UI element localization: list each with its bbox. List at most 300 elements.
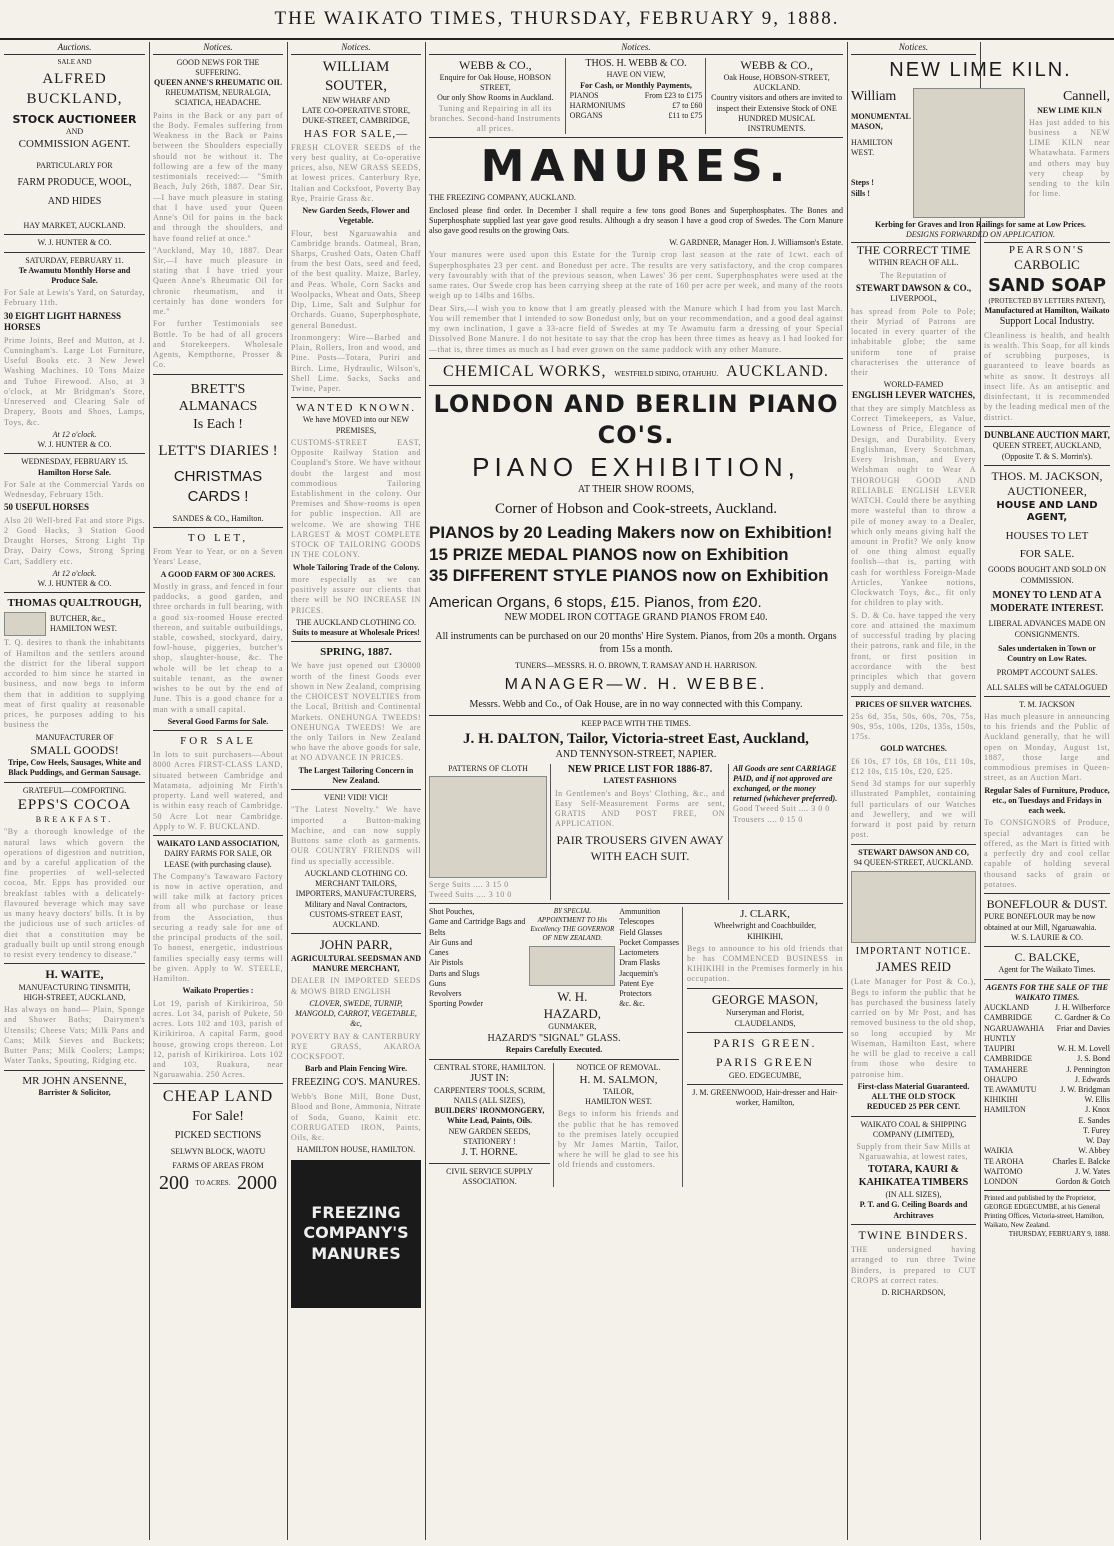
hamilton-house: HAMILTON HOUSE, HAMILTON. <box>296 1145 416 1155</box>
edgecumbe-name: GEO. EDGECUMBE, <box>728 1070 802 1080</box>
gun-item: Field Glasses <box>619 927 663 937</box>
webb-subhead: HAVE ON VIEW, <box>606 70 666 80</box>
horse-illustration-icon <box>851 871 976 943</box>
market-text: HAY MARKET, AUCKLAND. <box>23 221 126 231</box>
tolet-heading: TO LET, <box>187 532 249 545</box>
agent-name: Charles E. Balcke <box>1052 1156 1110 1166</box>
sale-line: SALE AND <box>57 57 92 66</box>
webb-ad-3 <box>710 58 843 135</box>
cocoa-breakfast: BREAKFAST. <box>35 815 114 825</box>
agent-row <box>984 1013 1110 1023</box>
parr-products: CLOVER, SWEDE, TURNIP, MANGOLD, CARROT, VEGETABLE, &c, <box>295 998 417 1029</box>
testimonial-letter: Enclosed please find order. In December I shall require a few tons good Bones and Superphosphates. The Bones and Superphosphate supplied last year gave good results. Although a dry season I have a good crop of Swedes. The Corn Manure also gave good results on the growing Oats. <box>429 205 843 235</box>
small-goods: SMALL GOODS! <box>30 742 119 757</box>
manures-headline: MANURES. <box>480 141 792 193</box>
agent-name: W. H. M. Lovell <box>1057 1044 1110 1054</box>
auctioneer-name: ALFRED BUCKLAND, <box>26 71 123 107</box>
dalton-heading: J. H. DALTON, Tailor, Victoria-street East, Auckland, <box>463 730 809 747</box>
correct-time: THE CORRECT TIME <box>856 243 971 257</box>
sale-title: Hamilton Horse Sale. <box>37 467 112 477</box>
webb-name: THOS. H. WEBB & CO. <box>585 57 687 69</box>
agent-town: TE AROHA <box>984 1156 1024 1166</box>
gun-item: Canes <box>429 948 449 958</box>
gun-item: Ammunition <box>619 907 661 917</box>
jackson-name-2: T. M. JACKSON <box>1019 699 1075 709</box>
show-rooms: AT THEIR SHOW ROOMS, <box>577 483 695 495</box>
sale-title: Te Awamutu Monthly Horse and Produce Sale. <box>18 265 131 285</box>
column-rule <box>847 42 848 1540</box>
signal-glass: HAZARD'S "SIGNAL" GLASS. <box>487 1032 621 1044</box>
jackson-name: THOS. M. JACKSON, <box>991 468 1103 483</box>
webb-text: Country visitors and others are invited to inspect their Extensive Stock of ONE HUNDRED MUSICAL INSTRUMENTS. <box>711 93 843 134</box>
column-notices-3: Notices. WILLIAM SOUTER, NEW WHARF AND LATE CO-OPERATIVE STORE, DUKE-STREET, CAMBRIDGE, HAS FOR SALE,— FRESH CLOVER SEEDS of the very best quality, at Co-operative prices, also, NEW GRASS SEEDS, at lowest prices. Canterbury Rye, Italian and Cocksfoot, Poverty Bay Rye, Prairie Grass &c. New Garden Seeds, Flower and Vegetable. Flour, best Ngaruawahia and Cambridge brands. Oatmeal, Bran, Sharps, Crushed Oats, Oaten Chaff from the best Oats, seed and feed, of the best quality. Maize, Barley, and Peas. Whole, Corn Sacks and Woolpacks, Wheat and Oats, Sheep Dip, Lime, Salt and Sulphur for Orchards. Guano, Superphosphate, general Bonedust. Ironmongery: Wire—Barbed and Plain, Rollers, Iron and wood, and Pine. Posts—Totara, Puriri and Birch. Lime, Hydraulic, Wilson's, Shell Lime. Sacks, Sacks and Twine, Paper. WANTED KNOWN. We have MOVED into our NEW PREMISES, CUSTOMS-STREET EAST, Opposite Railway Station and Coupland's Store. We have without doubt the largest and most commodious Tailoring Establishment in the colony. Our Premises and Show-rooms is open for public inspection. All are welcome. We are showing THE LARGEST & MOST COMPLETE STOCK OF TAILORING GOODS IN THE COLONY. Whole Tailoring Trade of the Colony. more especially as we can positively assure our clients that there will be NO INCREASE IN PRICES. THE AUCKLAND CLOTHING CO. Suits to measure at Wholesale Prices! SPRING, 1887. We have just opened out £30000 worth of the finest Goods ever shown in New Zealand, comprising the CHOICEST NOVELTIES from the Local, British and Continental Markets. ONEHUNGA TWEEDS! ONEHUNGA TWEEDS! We are the only Tailors in New Zealand who have the above goods for sale, at NO ADVANCE IN PRICES. The Largest Tailoring Concern in New Zealand. VENI! VIDI! VICI! "The Latest Novelty." We have imported a Button-making Machine, and can now supply Buttons same cloth as garments. OUR COUNTRY FRIENDS will find us specially accessible. AUCKLAND CLOTHING CO. MERCHANT TAILORS, IMPORTERS, MANUFACTURERS, Military and Naval Contractors, CUSTOMS-STREET EAST, AUCKLAND. JOHN PARR, AGRICULTURAL SEEDSMAN AND MANURE MERCHANT, DEALER IN IMPORTED SEEDS & MOWS BIRD ENGLISH CLOVER, SWEDE, TURNIP, MANGOLD, CARROT, VEGETABLE, &c, POVERTY BAY & CANTERBURY RYE GRASS, AKAROA COCKSFOOT. Barb and Plain Fencing Wire. FREEZING CO'S. MANURES. Webb's Bone Mill, Bone Dust, Blood and Bone, Ammonia, Nitrate of Soda, Guano, Kainit etc. CORRUGATED IRON, Paints, Oils, &c. HAMILTON HOUSE, HAMILTON. FREEZING COMPANY'S MANURES <box>291 42 421 1540</box>
sale-date: WEDNESDAY, FEBRUARY 15. <box>21 457 128 467</box>
dunblane-opposite: (Opposite T. & S. Morrin's). <box>1001 451 1093 461</box>
boneflour-heading: BONEFLOUR & DUST. <box>986 896 1108 911</box>
agent-row <box>984 1157 1110 1167</box>
selwyn-block: SELWYN BLOCK, WAOTU <box>170 1146 266 1156</box>
price-value: From £23 to £175 <box>644 90 703 100</box>
agent-name: J. Pennington <box>1066 1064 1110 1074</box>
gun-item: Pocket Compasses <box>619 937 679 947</box>
freezing-company-label: THE FREEZING COMPANY, AUCKLAND. <box>429 193 576 203</box>
carriage-note: All Goods are sent CARRIAGE PAID, and if not approved are exchanged, or the money returned (whichever preferred). <box>733 763 838 804</box>
gun-item: Guns <box>429 978 446 988</box>
show-rooms-corner: Corner of Hobson and Cook-streets, Auckland. <box>494 500 778 517</box>
wanted-known: WANTED KNOWN. <box>295 402 417 415</box>
mason-location: CLAUDELANDS, <box>734 1018 796 1028</box>
sale-items: 50 USEFUL HORSES <box>4 502 90 513</box>
agent-name: W. Ellis <box>1084 1095 1110 1105</box>
agent-row <box>984 1003 1110 1013</box>
agent-name: J. Knox <box>1085 1105 1110 1115</box>
chemical-works: CHEMICAL WORKS, <box>443 362 607 380</box>
agent-list <box>984 1003 1110 1187</box>
rheumatic-oil: QUEEN ANNE'S RHEUMATIC OIL <box>153 77 283 87</box>
stewart-dawson-2: STEWART DAWSON AND CO, <box>858 847 969 857</box>
butcher-trade: BUTCHER, &c., <box>50 614 106 624</box>
agents-heading: AGENTS FOR THE SALE OF THE WAIKATO TIMES. <box>986 982 1108 1002</box>
gun-item: Shot Pouches, <box>429 907 475 917</box>
gold-watches: GOLD WATCHES. <box>880 744 947 754</box>
watch-ad-column: THE CORRECT TIME WITHIN REACH OF ALL. The Reputation of STEWART DAWSON & CO., LIVERPOOL, has spread from Pole to Pole; their Myriad of Patrons are located in every quarter of the inhabitable globe; the same uniform tone of praise characterises the utterance of their WORLD-FAMED ENGLISH LEVER WATCHES, that they are simply Matchless as Correct Timekeepers, as Value, Lowness of Price, Elegance of Design, and Durability. Every Englishman, Every Scotchman, Every Irishman, and Every Welshman ought to Wear A THOROUGH GOOD AND RELIABLE ENGLISH LEVER WATCH. Could there be anything more wasteful than to throw a pile of money away to a Dealer, which only means giving half the amount in Profit? We only know of one thing almost equally foolish—that is, parting with cash for worthless Foreign-Made Articles, Yankee notions, Clockwatch Toys, &c., fit only for children to play with. S. D. & Co. have tapped the very core and attained the maximum of successful trading by placing their patrons, rank and file, in the front, or first position in accordance with the best principles which that govern supply and demand. PRICES OF SILVER WATCHES. 25s 6d, 35s, 50s, 60s, 70s, 75s, 90s, 95s, 100s, 120s, 135s, 150s, 175s. GOLD WATCHES. £6 10s, £7 10s, £8 10s, £11 10s, £12 10s, £15 10s, £20, £25. Send 3d stamps for our superbly illustrated Pamphlet, containing full particulars of our Watches and Jewellery, and we will forward it post paid by return post. STEWART DAWSON AND CO, 94 QUEEN-STREET, AUCKLAND. IMPORTANT NOTICE. JAMES REID (Late Manager for Post & Co.), Begs to inform the public that he has purchased the business lately carried on by Mr Post, and has removed business to the old shop, so long occupied by Mr Wiseman, Hamilton East, where he will be glad to receive a call from those who desire to patronise him. First-class Material Guaranteed. ALL THE OLD STOCK REDUCED 25 PER CENT. WAIKATO COAL & SHIPPING COMPANY (LIMITED), Supply from their Saw Mills at Ngaruawahia, at lowest rates, TOTARA, KAURI & KAHIKATEA TIMBERS (IN ALL SIZES), P. T. and G. Ceiling Boards and Architraves TWINE BINDERS. THE undersigned having arranged to run three Twine Binders, is prepared to CUT CROPS at correct rates. D. RICHARDSON, <box>851 242 976 1541</box>
goods-commission: GOODS BOUGHT AND SOLD ON COMMISSION. <box>987 565 1107 585</box>
laurie-name: W. S. LAURIE & CO. <box>1011 932 1083 942</box>
gun-item: Patent Eye <box>619 978 654 988</box>
boneflour-text: PURE BONEFLOUR may be now obtained at our Mill, Ngaruawahia. <box>984 912 1097 932</box>
gun-item: Sporting Powder <box>429 999 483 1009</box>
patterns-heading: PATTERNS OF CLOTH <box>448 763 528 773</box>
souter-name: WILLIAM SOUTER, <box>322 58 390 94</box>
tailoring-trade: Whole Tailoring Trade of the Colony. <box>292 562 420 572</box>
agent-row <box>984 1044 1110 1054</box>
parr-trade: AGRICULTURAL SEEDSMAN AND MANURE MERCHANT, <box>291 953 421 974</box>
cocoa-name: EPPS'S COCOA <box>17 796 132 813</box>
webb-address: Enquire for Oak House, HOBSON STREET, <box>439 72 551 93</box>
manufacturer-text: MANUFACTURER OF <box>35 732 114 742</box>
clark-location: KIHIKIHI, <box>747 931 783 941</box>
letts-diaries: LETT'S DIARIES ! <box>158 443 278 460</box>
liverpool: LIVERPOOL, <box>890 294 937 304</box>
agent-name: Friar and Davies <box>1056 1023 1110 1033</box>
agent-name: C. Gardner & Co <box>1054 1013 1110 1023</box>
column-notices-6: PEARSON'S CARBOLIC SAND SOAP (PROTECTED BY LETTERS PATENT), Manufactured at Hamilton, Waikato Support Local Industry. Cleanliness is health, and health is wealth. This Soap, for all kinds of scrubbing purposes, is guaranteed to leave boards as white as snow. It destroys all insect life. As an antiseptic and disinfectant, it is recommended by the leading medical men of the district. DUNBLANE AUCTION MART, QUEEN STREET, AUCKLAND, (Opposite T. & S. Morrin's). THOS. M. JACKSON, AUCTIONEER, HOUSE AND LAND AGENT, HOUSES TO LET FOR SALE. GOODS BOUGHT AND SOLD ON COMMISSION. MONEY TO LEND AT A MODERATE INTEREST. LIBERAL ADVANCES MADE ON CONSIGNMENTS. Sales undertaken in Town or Country on Low Rates. PROMPT ACCOUNT SALES. ALL SALES will be CATALOGUED T. M. JACKSON Has much pleasure in announcing to his friends and the Public of Auckland generally, that he will open on Monday, August 1st, 1887, those large and commodious premises in Queen-street, as an Auction Mart. Regular Sales of Furniture, Produce, etc., on Tuesdays and Fridays in each week. To CONSIGNORS of Produce, special advantages can be offered, as the Mart is fitted with a perfectly dry and cool cellar capable of holding several thousand sacks of grain or potatoes. BONEFLOUR & DUST. PURE BONEFLOUR may be now obtained at our Mill, Ngaruawahia. W. S. LAURIE & CO. C. BALCKE, Agent for The Waikato Times. AGENTS FOR THE SALE OF THE WAIKATO TIMES. AUCKLAND J. H. Wilberforce CAMBRIDGE C. Gardner & Co NGARUAWAHIA Friar and Davies HUNTLY TAUPIRI W. H. M. Lovell CAMBRIDGE J. S. Bond TAMAHERE J. Pennington OHAUPO J. Edwards TE AWAMUTU J. W. Bridgman KIHIKIHI W. Ellis HAMILTON J. Knox E. Sandes T. Furey W. Day WAIKIA W. Abbey TE AROHA Charles E. Balcke WAITOMO J. W. Yates LONDON Gordon & Gotch Printed and published by the Proprietor, GEORGE EDGECUMBE, at his General Printing Offices, Victoria-street, Hamilton, Waikato, New Zealand. THURSDAY, FEBRUARY 9, 1888. <box>984 242 1110 1541</box>
chemical-city: AUCKLAND. <box>726 362 829 380</box>
white-lead: White Lead, Paints, Oils. <box>446 1116 533 1126</box>
agent-row <box>984 1024 1110 1034</box>
agent-row <box>984 1136 1110 1146</box>
waikato-coal: WAIKATO COAL & SHIPPING COMPANY (LIMITED), <box>860 1119 967 1139</box>
price-list-heading: NEW PRICE LIST FOR 1886-87. <box>567 763 713 775</box>
webb-ad-2 <box>570 58 707 135</box>
garden-seeds: New Garden Seeds, Flower and Vegetable. <box>302 206 410 226</box>
cocoa-tagline: GRATEFUL—COMFORTING. <box>22 785 127 795</box>
agent-row <box>984 1065 1110 1075</box>
agent-name: W. Day <box>1085 1136 1110 1146</box>
agent-town: KIHIKIHI <box>984 1095 1018 1105</box>
all-sizes: (IN ALL SIZES), <box>885 1190 942 1200</box>
steps-text: Steps ! <box>851 178 874 188</box>
souter-sale: HAS FOR SALE,— <box>303 127 409 140</box>
pearson-name: PEARSON'S <box>1008 244 1086 256</box>
chemical-location: WESTFIELD SIDING, OTAHUHU. <box>614 369 719 378</box>
gun-item: Dram Flasks <box>619 958 660 968</box>
william-name: William <box>851 88 897 104</box>
hazard-name: W. H. HAZARD, <box>543 989 602 1021</box>
balcke-agent: Agent for The Waikato Times. <box>998 965 1096 975</box>
almanacs-price: Is Each ! <box>193 417 243 433</box>
column-auctions: Auctions. SALE AND ALFRED BUCKLAND, STOCK AUCTIONEER AND COMMISSION AGENT. PARTICULARLY FOR FARM PRODUCE, WOOL, AND HIDES HAY MARKET, AUCKLAND. W. J. HUNTER & CO. SATURDAY, FEBRUARY 11. Te Awamutu Monthly Horse and Produce Sale. For Sale at Lewis's Yard, on Saturday, February 11th. 30 EIGHT LIGHT HARNESS HORSES Prime Joints, Beef and Mutton, at J. Cunningham's. Large Lot Furniture, Useful Books etc. 3 New Jewel Washing Machines. 10 Tons Maize and Tuhoe Firewood. Also, at 3 o'clock, at Mr Bridgman's Store, Unreserved and Clearing Sale of Drapery, Boots and Shoes, Lamps, Toys, &c. At 12 o'clock. W. J. HUNTER & CO. WEDNESDAY, FEBRUARY 15. Hamilton Horse Sale. For Sale at the Commercial Yards on Wednesday, February 15th. 50 USEFUL HORSES Also 20 Well-bred Fat and store Pigs. 2 Good Hacks, 3 Station Good Draught Horses, Strong Light Tip Dray, Dairy Cows, Strong Spring Cart, Saddlery etc. At 12 o'clock. W. J. HUNTER & CO. THOMAS QUALTROUGH, BUTCHER, &c., HAMILTON WEST. T. Q. desires to thank the inhabitants of Hamilton and the settlers around the district for the liberal support accorded to him since he started in business, and now begs to inform them that in addition to supplying meat of first quality at reasonable prices, he purposes adding to his business the MANUFACTURER OF SMALL GOODS! Tripe, Cow Heels, Sausages, White and Black Puddings, and German Sausage. GRATEFUL—COMFORTING. EPPS'S COCOA BREAKFAST. "By a thorough knowledge of the natural laws which govern the operations of digestion and nutrition, and by a careful application of the fine properties of well-selected cocoa, Mr. Epps has provided our breakfast tables with a delicately-flavoured beverage which may save us many heavy doctors' bills. It is by the judicious use of such articles of diet that a constitution may be gradually built up until strong enough to resist every tendency to disease." H. WAITE, MANUFACTURING TINSMITH, HIGH-STREET, AUCKLAND, Has always on hand— Plain, Sponge and Shower Baths; Dairymen's Utensils; Cheese Vats; Milk Pans and Cans; Milk Sieves and Buckets; Butter Pans; Milk Coolers; Lamps; Water Tanks, Spouting, Ridging etc. MR JOHN ANSENNE, Barrister & Solicitor, <box>4 42 145 1097</box>
manufactured-text: Manufactured at Hamilton, Waikato <box>984 305 1110 315</box>
carpenters-tools: CARPENTERS' TOOLS, SCRIM, NAILS (ALL SIZES), <box>434 1085 545 1105</box>
agent-row <box>984 1075 1110 1085</box>
agent-name: J. W. Yates <box>1075 1166 1110 1176</box>
freezing-manures: FREEZING CO'S. MANURES. <box>291 1077 421 1089</box>
gun-item: Revolvers <box>429 989 462 999</box>
pianos-line-1: PIANOS by 20 Leading Makers now on Exhibition! <box>429 522 833 542</box>
lime-kiln-heading: NEW LIME KILN. <box>889 59 1072 81</box>
lime-kiln-label: NEW LIME KILN <box>1037 105 1102 115</box>
testimonial-signature: W. GARDNER, Manager Hon. J. Williamson's Estate. <box>669 238 843 248</box>
agent-name: W. Abbey <box>1078 1146 1110 1156</box>
agent-town: TAMAHERE <box>984 1064 1028 1074</box>
veni-vidi: VENI! VIDI! VICI! <box>323 793 389 803</box>
agent-row <box>984 1116 1110 1126</box>
agent-town: WAIKIA <box>984 1146 1014 1156</box>
picked-sections: PICKED SECTIONS <box>174 1129 262 1141</box>
area-to: TO ACRES. <box>195 1179 231 1188</box>
new-premises: We have MOVED into our NEW PREMISES, <box>302 415 410 435</box>
dairy-farms: DAIRY FARMS FOR SALE, OR LEASE (with purchasing clause). <box>164 849 272 869</box>
webb-name: WEBB & CO., <box>740 57 814 72</box>
parr-name: JOHN PARR, <box>319 937 393 953</box>
carbolic-text: CARBOLIC <box>1014 257 1080 273</box>
prompt-sales: PROMPT ACCOUNT SALES. <box>996 668 1098 678</box>
for-sale-text: FOR SALE. <box>1019 548 1075 561</box>
keep-pace: KEEP PACE WITH THE TIMES. <box>581 719 691 729</box>
mason-trade: Nurseryman and Florist, <box>726 1008 804 1018</box>
gun-item: Air Pistols <box>429 958 464 968</box>
cow-illustration-icon <box>4 612 46 636</box>
dunblane-street: QUEEN STREET, AUCKLAND, <box>992 441 1102 451</box>
first-class: First-class Material Guaranteed. <box>857 1081 970 1091</box>
farms-area: FARMS OF AREAS FROM <box>172 1160 264 1170</box>
price-item: PIANOS <box>569 90 599 100</box>
agent-name: J. S. Bond <box>1077 1054 1110 1064</box>
agent-town: AUCKLAND <box>984 1003 1029 1013</box>
price-item: ORGANS <box>569 111 603 121</box>
clark-trade: Wheelwright and Coachbuilder, <box>713 921 817 931</box>
agent-town: HUNTLY <box>984 1033 1017 1043</box>
freezing-company-banner: FREEZING COMPANY'S MANURES <box>291 1160 421 1308</box>
balcke-name: C. BALCKE, <box>1014 950 1080 965</box>
clark-name: J. CLARK, <box>740 908 790 921</box>
salmon-trade: TAILOR, <box>603 1086 634 1096</box>
sand-soap: SAND SOAP <box>987 274 1107 296</box>
old-stock: ALL THE OLD STOCK REDUCED 25 PER CENT. <box>866 1092 961 1112</box>
sales-undertaken: Sales undertaken in Town or Country on Low Rates. <box>998 643 1096 664</box>
solicitor-title: Barrister & Solicitor, <box>38 1087 111 1097</box>
agent-town: LONDON <box>984 1177 1018 1187</box>
area-upto: 2000 <box>236 1172 277 1195</box>
removal-notice: NOTICE OF REMOVAL. <box>576 1062 661 1072</box>
agent-town: TE AWAMUTU <box>984 1084 1037 1094</box>
sale-items: 30 EIGHT LIGHT HARNESS HORSES <box>4 310 121 333</box>
agent-row <box>984 1177 1110 1187</box>
just-in: JUST IN: <box>470 1072 509 1084</box>
price-item: HARMONIUMS <box>569 101 626 111</box>
silver-watches: PRICES OF SILVER WATCHES. <box>855 699 972 709</box>
gun-item: Telescopes <box>619 917 655 927</box>
price-value: £7 to £60 <box>672 101 703 111</box>
agent-town: WAITOMO <box>984 1166 1023 1176</box>
agent-town: CAMBRIDGE <box>984 1013 1033 1023</box>
agent-row <box>984 1054 1110 1064</box>
column-rule <box>425 42 426 1540</box>
tuners-line: TUNERS—MESSRS. H. O. BROWN, T. RAMSAY AND H. HARRISON. <box>514 660 758 670</box>
agent-name: J. W. Bridgman <box>1060 1084 1110 1094</box>
dalton-napier: AND TENNYSON-STREET, NAPIER. <box>555 748 717 760</box>
agent-name: J. Edwards <box>1074 1074 1110 1084</box>
particularly-text: PARTICULARLY FOR <box>36 161 113 171</box>
cannell-name: Cannell, <box>1062 88 1110 104</box>
price-value: £11 to £75 <box>668 111 703 121</box>
area-from: 200 <box>159 1172 189 1195</box>
queen-street: 94 QUEEN-STREET, AUCKLAND. <box>854 857 973 867</box>
civil-service: CIVIL SERVICE SUPPLY ASSOCIATION. <box>446 1166 533 1186</box>
london-berlin-heading: LONDON AND BERLIN PIANO CO'S. <box>433 390 839 449</box>
paris-green-heading: PARIS GREEN. <box>713 1035 817 1050</box>
agent-row <box>984 1146 1110 1156</box>
tinsmith-address: HIGH-STREET, AUCKLAND, <box>23 992 126 1002</box>
section-header: Notices. <box>153 42 283 55</box>
gentleman-figure-icon <box>429 776 547 878</box>
houses-to-let: HOUSES TO LET <box>1005 530 1089 543</box>
tinsmith-name: H. WAITE, <box>45 967 104 982</box>
hire-system: All instruments can be purchased on our 20 months' Hire System. Pianos, from 20s a month. Organs from 15s a month. <box>435 631 837 655</box>
firm-name: W. J. HUNTER & CO. <box>37 440 112 450</box>
merchant-tailors: MERCHANT TAILORS, IMPORTERS, MANUFACTURERS, <box>295 879 417 899</box>
sills-text: Sills ! <box>851 188 870 198</box>
gun-item: Belts <box>429 927 446 937</box>
iron-pianos: NEW MODEL IRON COTTAGE GRAND PIANOS FROM £40. <box>504 612 768 624</box>
important-notice: IMPORTANT NOTICE. <box>855 946 972 958</box>
horne-name: J. T. HORNE. <box>461 1146 518 1158</box>
hides-text: AND HIDES <box>47 196 102 208</box>
agent-town: NGARUAWAHIA <box>984 1023 1045 1033</box>
land-association: WAIKATO LAND ASSOCIATION, <box>156 839 280 849</box>
mason-name: GEORGE MASON, <box>711 991 819 1007</box>
imprint: Printed and published by the Proprietor, GEORGE EDGECUMBE, at his General Printing Offices, Victoria-street, Hamilton, Waikato, New Zealand. <box>984 1194 1104 1230</box>
farm-heading: A GOOD FARM OF 300 ACRES. <box>160 569 276 579</box>
latest-fashions: LATEST FASHIONS <box>603 776 677 786</box>
support-text: Support Local Industry. <box>999 315 1095 327</box>
agent-town: CAMBRIDGE <box>984 1054 1033 1064</box>
kerbing-text: Kerbing for Graves and Iron Railings for same at Low Prices. <box>875 219 1086 229</box>
column-notices-2: Notices. GOOD NEWS FOR THE SUFFERING. QUEEN ANNE'S RHEUMATIC OIL RHEUMATISM, NEURALGIA, SCIATICA, HEADACHE. Pains in the Back or any part of the Body. Females suffering from Weakness in the Back or Pains between the Shoulders especially should not be without it. The following are a few of the many testimonials received:— "Smith Beach, July 26th, 1887. Dear Sir,—I have much pleasure in stating that I have used your Queen Anne's Oil for pains in the back and through the shoulders, and have found relief at once." "Auckland, May 10, 1887. Dear Sir,—I have much pleasure in stating that I have tried your Queen Anne's Rheumatic Oil for chronic rheumatism, and it certainly has done wonders for me." For further Testimonials see Bottle. To be had of all grocers and Storekeepers. Wholesale Agents, Kempthorne, Prosser & Co. BRETT'S ALMANACS Is Each ! LETT'S DIARIES ! CHRISTMAS CARDS ! SANDES & CO., Hamilton. TO LET, From Year to Year, or on a Seven Years' Lease, A GOOD FARM OF 300 ACRES. Mostly in grass, and fenced in four paddocks, a good garden, and three orchards in full bearing, with a good six-roomed House erected thereon, and suitable outbuildings, stable, cowshed, stockyard, dairy, fowl-house, piggeries, butcher's shop, slaughter-house, &c. The whole will be let cheap to a suitable tenant, as the owner wishes to be out by the end of June. This is a good chance for a man with a small capital. Several Good Farms for Sale. FOR SALE In lots to suit purchasers—About 8000 Acres FIRST-CLASS LAND, situated between Cambridge and Matamata, adjoining Mr Firth's property. Land well watered, and is within easy reach of Cambridge. 50 Acre Lot near Cambridge. Apply to W. F. BUCKLAND. WAIKATO LAND ASSOCIATION, DAIRY FARMS FOR SALE, OR LEASE (with purchasing clause). The Company's Tawawaro Factory is now in active operation, and will take milk at factory prices from all who purchase or lease from the Association, thus securing a ready sale for one of the principal products of the soil. To honest, energetic, industrious families specially easy terms will be given. Apply to W. STEELE, Hamilton. Waikato Properties : Lot 19, parish of Kirikiriroa, 50 acres. Lot 34, parish of Pukete, 50 acres. Lots 102 and 103, parish of Kirikiriroa. A capital Farm, good house, growing crops thereon. Lot 12, parish of Kirikiriroa. Lots 102 and 103, Ruakura, near Ngaruawahia. 250 Acres. CHEAP LAND For Sale! PICKED SECTIONS SELWYN BLOCK, WAOTU FARMS OF AREAS FROM 200 TO ACRES. 2000 <box>153 42 283 1540</box>
catalogued: ALL SALES will be CATALOGUED <box>986 682 1108 692</box>
hamilton-location: HAMILTON WEST. <box>851 137 893 158</box>
butcher-name: THOMAS QUALTROUGH, <box>7 597 142 610</box>
garden-seeds: NEW GARDEN SEEDS, <box>448 1126 531 1136</box>
largest-concern: The Largest Tailoring Concern in New Zealand. <box>298 765 414 785</box>
paris-green: PARIS GREEN <box>716 1055 814 1070</box>
column-notices-4: Notices. WEBB & CO., Enquire for Oak House, HOBSON STREET, Our only Show Rooms in Auckland. Tuning and Repairing in all its branches. Second-hand Instruments all prices. THOS. H. WEBB & CO. HAVE ON VIEW, For Cash, or Monthly Payments, PIANOS From £23 to £175 HARMONIUMS £7 to £60 ORGANS £11 to £75 WEBB & CO., Oak House, HOBSON-STREET, AUCKLAND. Country visitors and others are invited to inspect their Extensive Stock of ONE HUNDRED MUSICAL INSTRUMENTS. MANURES. THE FREEZING COMPANY, AUCKLAND. Enclosed please find order. In December I shall require a few tons good Bones and Superphosphates. The Bones and Superphosphate supplied last year gave good results. Although a dry season I have a good crop of Swedes. The Corn Manure also gave good results on the growing Oats. W. GARDNER, Manager Hon. J. Williamson's Estate. Your manures were used upon this Estate for the Turnip crop last season at the rate of 1cwt. each of Superphosphates 23 per cent. and Bonedust per acre. The results are very satisfactory, and the crop compares very favourably with that of the previous season, when Lawes' 36 per cent. Superphosphates were used at the same rates. Our Swede crop has been carrying sheep at the rate of 160 per acre per week, and many of the roots weigh up to 14lbs and 16lbs. Dear Sirs,—I wish you to know that I am greatly pleased with the Manure which I had from you last March. You will remember that I intended to sow Bonedust only, but on your recommendation, and a good deal against my own inclination, I gave a 33-acre field of Swedes at my Te Awamutu farm a dressing of your Special Dissolved Bone Manure. I do not hesitate to say that the crop has been three times as heavy as I had looked for—that is, three times as much as I had ever grown on the same paddock with any other Manure. CHEMICAL WORKS, WESTFIELD SIDING, OTAHUHU. AUCKLAND. LONDON AND BERLIN PIANO CO'S. PIANO EXHIBITION, AT THEIR SHOW ROOMS, Corner of Hobson and Cook-streets, Auckland. PIANOS by 20 Leading Makers now on Exhibition! 15 PRIZE MEDAL PIANOS now on Exhibition 35 DIFFERENT STYLE PIANOS now on Exhibition American Organs, 6 stops, £15. Pianos, from £20. NEW MODEL IRON COTTAGE GRAND PIANOS FROM £40. All instruments can be purchased on our 20 months' Hire System. Pianos, from 20s a month. Organs from 15s a month. TUNERS—MESSRS. H. O. BROWN, T. RAMSAY AND H. HARRISON. MANAGER—W. H. WEBBE. Messrs. Webb and Co., of Oak House, are in no way connected with this Company. KEEP PACE WITH THE TIMES. J. H. DALTON, Tailor, Victoria-street East, Auckland, AND TENNYSON-STREET, NAPIER. PATTERNS OF CLOTH Serge Suits .... 3 15 0 Tweed Suits .... 3 10 0 NEW PRICE LIST FOR 1886-87. LATEST FASHIONS In Gentlemen's and Boys' Clothing, &c., and Easy Self-Measurement Forms are sent, GRATIS AND POST FREE, ON APPLICATION. PAIR TROUSERS GIVEN AWAY WITH EACH SUIT. All Goods are sent CARRIAGE PAID, and if not approved are exchanged, or the money returned (whichever preferred). Good Tweed Suit .... 3 0 0 Trousers .... 0 15 0 Shot Pouches, Game and Cartridge Bags and Belts Air Guns and Canes Air Pistols Darts and Slugs Guns Revolvers Sporting Powder BY SPECIAL APPOINTMENT TO His Excellency THE GOVERNOR OF NEW ZEALAND. W. H. HAZARD, GUNMAKER, Ammunition Telescopes Field Glasses Pocket Compasses Lactometers Dram Flasks Jacquemin's Patent Eye Protectors &c. &c. HAZARD'S "SIGNAL" GLASS. Repairs Carefully Executed. CENTRAL STORE, HAMILTON. JUST IN: CARPENTERS' TOOLS, SCRIM, NAILS (ALL SIZES), BUILDERS' IRONMONGERY, White Lead, Paints, Oils. NEW GARDEN SEEDS, STATIONERY ! J. T. HORNE. CIVIL SERVICE SUPPLY ASSOCIATION. NOTICE OF REMOVAL. H. M. SALMON, TAILOR, HAMILTON WEST. Begs to inform his friends and the public that he has removed to the premises lately occupied by Mr James Martin, Tailor, where he will be glad to see his old friends and customers. J. CLARK, Wheelwright and Coachbuilder, KIHIKIHI, Begs to announce to his old friends that he has COMMENCED BUSINESS in KIHIKIHI in the Premises formerly in his occupation. GEORGE MASON, Nurseryman and Florist, CLAUDELANDS, PARIS GREEN. PARIS GREEN GEO. EDGECUMBE, J. M. GREENWOOD, Hair-dresser and Hair-worker, Hamilton, <box>429 42 843 1186</box>
monumental-mason: MONUMENTAL MASON, <box>851 111 911 131</box>
dunblane-mart: DUNBLANE AUCTION MART, <box>984 429 1110 440</box>
webb-name: WEBB & CO., <box>459 57 532 72</box>
souter-wharf: NEW WHARF AND <box>322 95 390 105</box>
jackson-title: AUCTIONEER, <box>1007 484 1087 499</box>
sandes-shop: SANDES & CO., Hamilton. <box>172 513 264 523</box>
imprint-date: THURSDAY, FEBRUARY 9, 1888. <box>1008 1230 1110 1239</box>
lime-kiln-ad: NEW LIME KILN. William MONUMENTAL MASON, HAMILTON WEST. Steps ! Sills ! Cannell, NEW LIME KILN Has just added to his business a NEW LIME KILN near Whatawhata. Farmers and others may buy very cheap by sending to the kiln for lime. Kerbing for Graves and Iron Railings for same at Low Prices. DESIGNS FORWARDED ON APPLICATION. <box>851 58 1110 238</box>
pianos-line-2: 15 PRIZE MEDAL PIANOS now on Exhibition <box>429 544 789 564</box>
lever-watches: ENGLISH LEVER WATCHES, <box>852 390 975 401</box>
butcher-address: HAMILTON WEST. <box>50 624 117 634</box>
trousers-offer: PAIR TROUSERS GIVEN AWAY WITH EACH SUIT. <box>556 833 724 863</box>
salmon-name: H. M. SALMON, <box>579 1073 658 1086</box>
protected-text: (PROTECTED BY LETTERS PATENT), <box>988 296 1106 305</box>
liberal-advances: LIBERAL ADVANCES MADE ON CONSIGNMENTS. <box>988 619 1106 639</box>
souter-location: DUKE-STREET, CAMBRIDGE, <box>302 116 410 126</box>
masthead: THE WAIKATO TIMES, THURSDAY, FEBRUARY 9, 1888. <box>0 0 1114 40</box>
reid-name: JAMES REID <box>876 958 951 974</box>
agent-row <box>984 1034 1110 1044</box>
agent-name: J. H. Wilberforce <box>1054 1003 1110 1013</box>
stationery: STATIONERY ! <box>463 1136 516 1146</box>
agent-row <box>984 1126 1110 1136</box>
ceiling-boards: P. T. and G. Ceiling Boards and Architraves <box>859 1200 968 1220</box>
agent-town: TAUPIRI <box>984 1044 1015 1054</box>
agent-row <box>984 1105 1110 1115</box>
timbers: TOTARA, KAURI & KAHIKATEA TIMBERS <box>858 1164 969 1189</box>
regular-sales: Regular Sales of Furniture, Produce, etc., on Tuesdays and Fridays in each week. <box>984 785 1110 816</box>
jackson-agent: HOUSE AND LAND AGENT, <box>996 499 1098 524</box>
small-goods-list: Tripe, Cow Heels, Sausages, White and Black Puddings, and German Sausage. <box>7 758 142 778</box>
organs-price: American Organs, 6 stops, £15. Pianos, from £20. <box>429 594 762 612</box>
piano-exhibition: PIANO EXHIBITION, <box>472 451 800 482</box>
agent-row <box>984 1085 1110 1095</box>
produce-text: FARM PRODUCE, WOOL, <box>17 177 132 189</box>
agent-name: T. Furey <box>1083 1125 1110 1135</box>
designs-text: DESIGNS FORWARDED ON APPLICATION. <box>905 229 1056 238</box>
webb-text: For Cash, or Monthly Payments, <box>580 80 692 90</box>
auctioneer-title: STOCK AUCTIONEER <box>12 112 137 126</box>
agent-town: OHAUPO <box>984 1074 1018 1084</box>
gun-item: Protectors <box>619 989 652 999</box>
gun-item: Lactometers <box>619 948 659 958</box>
gravestone-illustration-icon <box>913 88 1025 218</box>
builders-ironmongery: BUILDERS' IRONMONGERY, <box>434 1106 545 1116</box>
commission-agent: COMMISSION AGENT. <box>18 138 131 151</box>
cheap-land: CHEAP LAND <box>162 1088 274 1106</box>
tinsmith-trade: MANUFACTURING TINSMITH, <box>18 982 131 992</box>
webb-text: Our only Show Rooms in Auckland. <box>437 93 554 103</box>
pianos-line-3: 35 DIFFERENT STYLE PIANOS now on Exhibition <box>429 566 829 586</box>
salmon-address: HAMILTON WEST. <box>585 1097 652 1107</box>
money-to-lend: MONEY TO LEND AT A MODERATE INTEREST. <box>990 589 1104 614</box>
column-rule <box>149 42 150 1540</box>
rifle-illustration-icon <box>529 946 615 986</box>
almanacs-heading: BRETT'S ALMANACS <box>178 381 258 415</box>
special-appointment: BY SPECIAL APPOINTMENT TO His Excellency THE GOVERNOR OF NEW ZEALAND. <box>530 907 615 943</box>
properties-heading: Waikato Properties : <box>182 986 254 996</box>
twine-binders: TWINE BINDERS. <box>858 1227 969 1242</box>
greenwood-notice: J. M. GREENWOOD, Hair-dresser and Hair-worker, Hamilton, <box>692 1087 838 1107</box>
solicitor-name: MR JOHN ANSENNE, <box>22 1074 127 1087</box>
forsale-heading: FOR SALE <box>180 735 256 748</box>
column-rule <box>980 42 981 1540</box>
agent-row <box>984 1095 1110 1105</box>
section-header: Notices. <box>429 42 843 55</box>
spring-heading: SPRING, 1887. <box>320 646 392 659</box>
webb-ad-1: WEBB & CO., Enquire for Oak House, HOBSON STREET, Our only Show Rooms in Auckland. Tuning and Repairing in all its branches. Second-hand Instruments all prices. <box>429 58 566 135</box>
agent-town: HAMILTON <box>984 1105 1026 1115</box>
firm-name: W. J. HUNTER & CO. <box>37 238 112 248</box>
column-rule <box>287 42 288 1540</box>
gun-item: Darts and Slugs <box>429 968 480 978</box>
world-famed: WORLD-FAMED <box>883 380 944 390</box>
stewart-dawson: STEWART DAWSON & CO., <box>855 282 972 293</box>
gun-item: Jacquemin's <box>619 968 658 978</box>
agent-row <box>984 1167 1110 1177</box>
firm-name: W. J. HUNTER & CO. <box>37 579 112 589</box>
christmas-cards: CHRISTMAS CARDS ! <box>173 468 263 505</box>
and-text: AND <box>65 126 84 136</box>
wholesale-suits: Suits to measure at Wholesale Prices! <box>292 628 420 638</box>
within-reach: WITHIN REACH OF ALL. <box>868 258 959 268</box>
central-store: CENTRAL STORE, HAMILTON. <box>433 1062 546 1072</box>
section-header: Auctions. <box>4 42 145 55</box>
gun-item: &c. &c. <box>619 999 645 1009</box>
agent-name: E. Sandes <box>1078 1115 1110 1125</box>
clothing-company-2: AUCKLAND CLOTHING CO. <box>304 868 408 878</box>
sale-date: SATURDAY, FEBRUARY 11. <box>25 255 124 265</box>
richardson-name: D. RICHARDSON, <box>881 1288 946 1298</box>
section-header: Notices. <box>851 42 976 55</box>
agent-name: Gordon & Gotch <box>1055 1177 1110 1187</box>
section-header: Notices. <box>291 42 421 55</box>
gun-item: Game and Cartridge Bags and <box>429 917 526 927</box>
barb-wire: Barb and Plain Fencing Wire. <box>304 1064 407 1074</box>
gun-item: Air Guns and <box>429 937 473 947</box>
cheap-land-sale: For Sale! <box>192 1108 244 1124</box>
webb-disclaimer: Messrs. Webb and Co., of Oak House, are in no way connected with this Company. <box>469 699 803 711</box>
hazard-trade: GUNMAKER, <box>548 1022 597 1032</box>
webb-address: Oak House, HOBSON-STREET, AUCKLAND. <box>723 72 830 93</box>
oil-cures: RHEUMATISM, NEURALGIA, SCIATICA, HEADACHE. <box>165 88 271 108</box>
